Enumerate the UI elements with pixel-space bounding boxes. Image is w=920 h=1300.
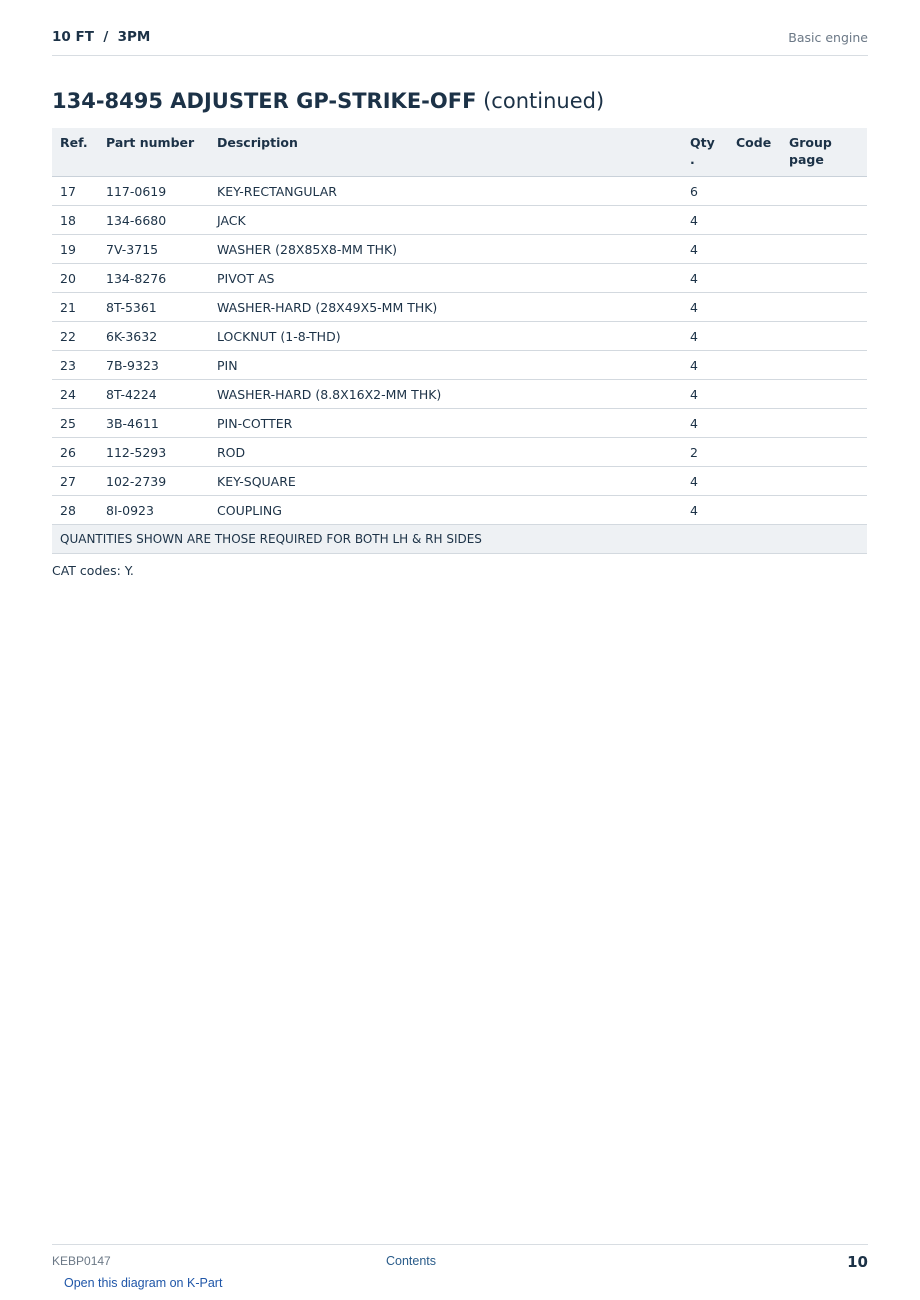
- row-group-page: [781, 351, 867, 380]
- group-code-title: 134-8495 ADJUSTER GP-STRIKE-OFF: [52, 89, 477, 113]
- column-header-code: Code: [728, 128, 781, 177]
- row-description: WASHER-HARD (28X49X5-MM THK): [209, 293, 682, 322]
- row-qty: 4: [682, 264, 728, 293]
- row-code: [728, 206, 781, 235]
- row-ref: 20: [52, 264, 98, 293]
- row-qty: 4: [682, 293, 728, 322]
- table-row: [52, 409, 867, 438]
- row-code: [728, 409, 781, 438]
- row-code: [728, 351, 781, 380]
- row-ref: 19: [52, 235, 98, 264]
- table-row: [52, 322, 867, 351]
- table-row: [52, 496, 867, 525]
- row-part-number: 7V-3715: [98, 235, 209, 264]
- table-row: [52, 351, 867, 380]
- row-part-number: 8T-5361: [98, 293, 209, 322]
- row-description: WASHER-HARD (8.8X16X2-MM THK): [209, 380, 682, 409]
- row-ref: 21: [52, 293, 98, 322]
- row-description: ROD: [209, 438, 682, 467]
- document-title: 10 FT / 3PM: [52, 29, 151, 45]
- row-group-page: [781, 409, 867, 438]
- continued-label: (continued): [483, 89, 605, 113]
- row-ref: 28: [52, 496, 98, 525]
- column-header-group-page: Group page: [781, 128, 867, 177]
- row-code: [728, 467, 781, 496]
- column-header-ref: Ref.: [52, 128, 98, 177]
- row-code: [728, 177, 781, 206]
- table-row: [52, 235, 867, 264]
- row-description: JACK: [209, 206, 682, 235]
- row-ref: 27: [52, 467, 98, 496]
- row-description: COUPLING: [209, 496, 682, 525]
- table-row: [52, 467, 867, 496]
- row-qty: 4: [682, 380, 728, 409]
- row-description: LOCKNUT (1-8-THD): [209, 322, 682, 351]
- row-ref: 18: [52, 206, 98, 235]
- row-description: WASHER (28X85X8-MM THK): [209, 235, 682, 264]
- row-group-page: [781, 496, 867, 525]
- row-code: [728, 438, 781, 467]
- page-header: [52, 28, 868, 56]
- quantities-note: QUANTITIES SHOWN ARE THOSE REQUIRED FOR BOTH LH & RH SIDES: [52, 525, 867, 554]
- row-part-number: 117-0619: [98, 177, 209, 206]
- row-ref: 26: [52, 438, 98, 467]
- document-code: KEBP0147: [52, 1254, 111, 1268]
- row-code: [728, 496, 781, 525]
- row-description: KEY-RECTANGULAR: [209, 177, 682, 206]
- column-header-part-number: Part number: [98, 128, 209, 177]
- row-group-page: [781, 293, 867, 322]
- row-part-number: 8I-0923: [98, 496, 209, 525]
- row-qty: 4: [682, 322, 728, 351]
- table-note-row: [52, 525, 867, 554]
- row-qty: 4: [682, 351, 728, 380]
- row-group-page: [781, 322, 867, 351]
- row-part-number: 3B-4611: [98, 409, 209, 438]
- row-group-page: [781, 380, 867, 409]
- contents-link[interactable]: Contents: [386, 1254, 437, 1268]
- open-diagram-link[interactable]: Open this diagram on K-Part: [64, 1276, 223, 1290]
- row-part-number: 102-2739: [98, 467, 209, 496]
- row-group-page: [781, 467, 867, 496]
- row-part-number: 6K-3632: [98, 322, 209, 351]
- row-group-page: [781, 264, 867, 293]
- row-qty: 4: [682, 467, 728, 496]
- group-heading: [52, 89, 604, 113]
- row-code: [728, 322, 781, 351]
- column-header-qty: Qty .: [682, 128, 728, 177]
- row-description: PIN-COTTER: [209, 409, 682, 438]
- row-part-number: 134-6680: [98, 206, 209, 235]
- row-code: [728, 380, 781, 409]
- row-description: KEY-SQUARE: [209, 467, 682, 496]
- row-description: PIN: [209, 351, 682, 380]
- row-qty: 6: [682, 177, 728, 206]
- column-header-description: Description: [209, 128, 682, 177]
- row-part-number: 112-5293: [98, 438, 209, 467]
- row-qty: 4: [682, 206, 728, 235]
- page-footer: [52, 1244, 868, 1275]
- row-ref: 23: [52, 351, 98, 380]
- table-row: [52, 380, 867, 409]
- cat-codes: CAT codes: Y.: [52, 563, 134, 578]
- page-number: 10: [847, 1253, 868, 1271]
- parts-table: [52, 128, 867, 554]
- table-row: [52, 438, 867, 467]
- table-row: [52, 264, 867, 293]
- row-group-page: [781, 235, 867, 264]
- row-description: PIVOT AS: [209, 264, 682, 293]
- row-group-page: [781, 177, 867, 206]
- row-part-number: 134-8276: [98, 264, 209, 293]
- row-part-number: 8T-4224: [98, 380, 209, 409]
- row-ref: 22: [52, 322, 98, 351]
- row-ref: 17: [52, 177, 98, 206]
- row-qty: 4: [682, 409, 728, 438]
- row-qty: 2: [682, 438, 728, 467]
- row-group-page: [781, 438, 867, 467]
- section-name: Basic engine: [788, 30, 868, 45]
- row-code: [728, 235, 781, 264]
- row-qty: 4: [682, 496, 728, 525]
- row-part-number: 7B-9323: [98, 351, 209, 380]
- table-header-row: [52, 128, 867, 177]
- table-row: [52, 293, 867, 322]
- row-group-page: [781, 206, 867, 235]
- table-row: [52, 206, 867, 235]
- table-row: [52, 177, 867, 206]
- row-qty: 4: [682, 235, 728, 264]
- row-ref: 25: [52, 409, 98, 438]
- row-ref: 24: [52, 380, 98, 409]
- row-code: [728, 293, 781, 322]
- row-code: [728, 264, 781, 293]
